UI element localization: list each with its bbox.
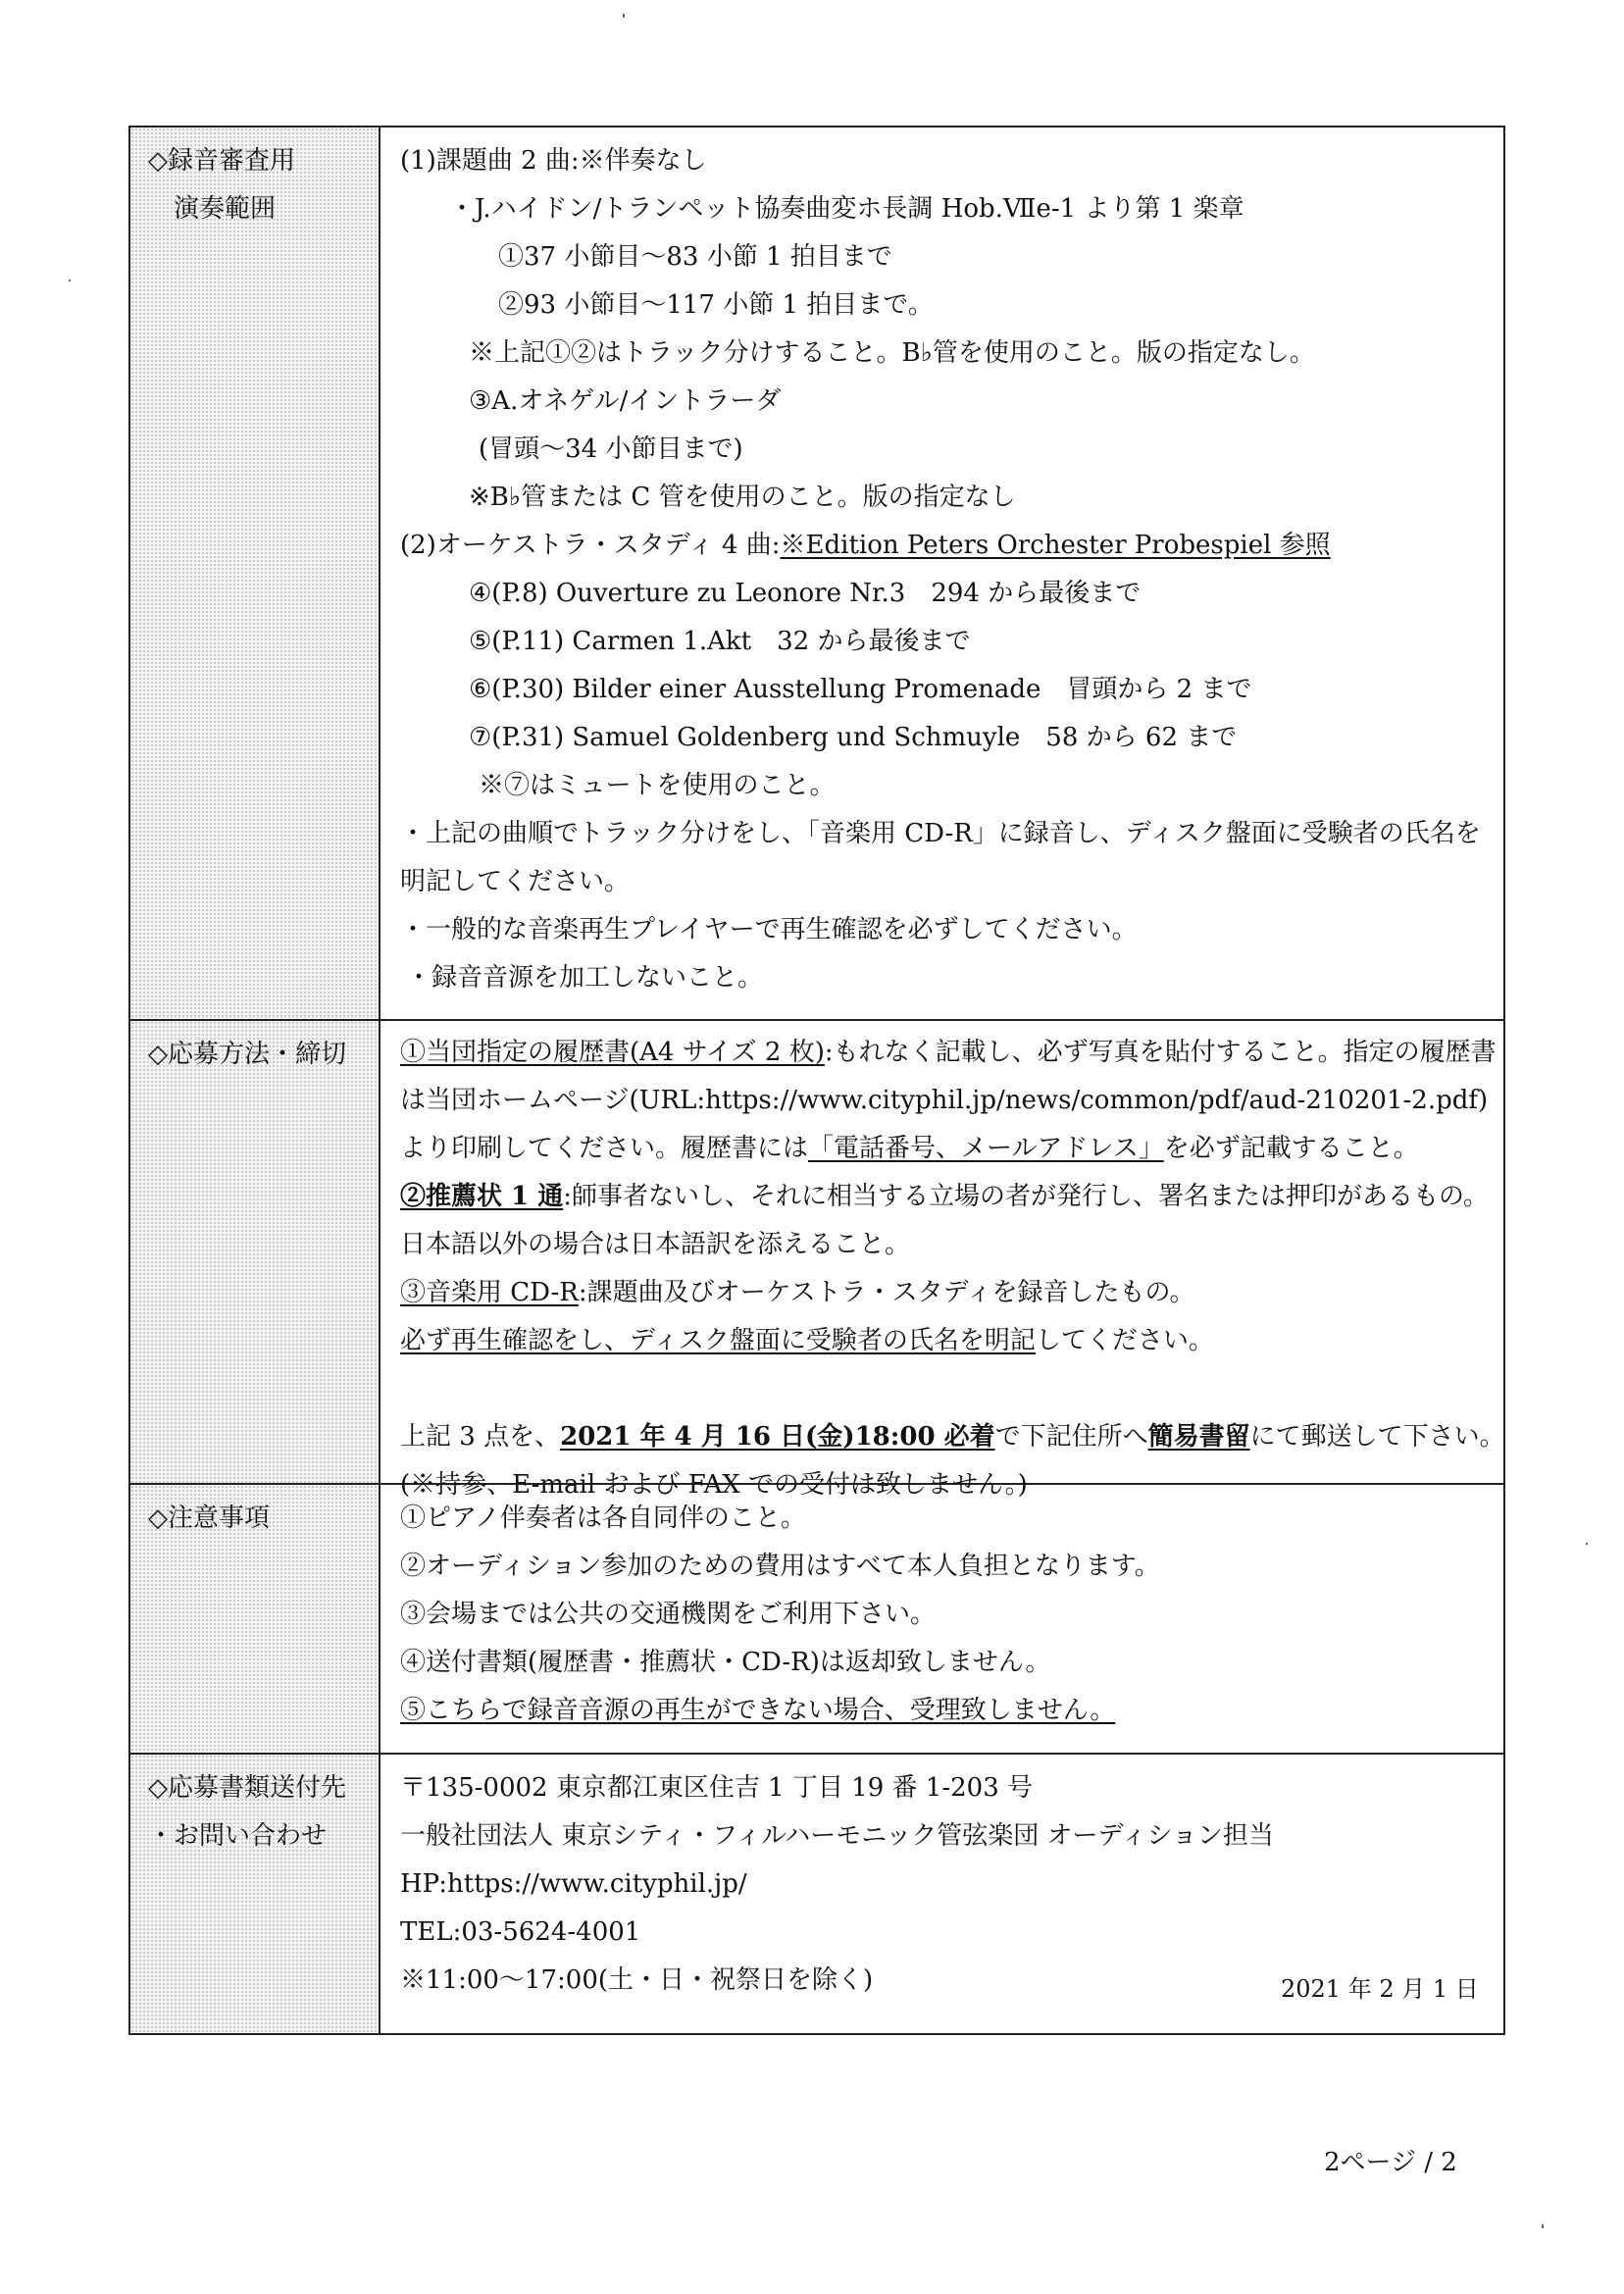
spacer bbox=[400, 1365, 1505, 1413]
scan-speck bbox=[1542, 2224, 1544, 2228]
deadline-text: 上記 3 点を、 bbox=[400, 1422, 561, 1452]
notes-content bbox=[381, 1485, 1503, 1753]
registered-mail: 簡易書留 bbox=[1147, 1422, 1250, 1452]
edition-reference: ※Edition Peters Orchester Probespiel 参照 bbox=[780, 531, 1331, 560]
cdr-text: :課題曲及びオーケストラ・スタディを録音したもの。 bbox=[578, 1278, 1195, 1307]
note-line: ※上記①②はトラック分けすること。B♭管を使用のこと。版の指定なし。 bbox=[469, 338, 1315, 368]
heading-line: ◇録音審査用 bbox=[148, 146, 295, 176]
excerpt-line: ④(P.8) Ouverture zu Leonore Nr.3 294 から最後まで bbox=[469, 579, 1142, 608]
track-instruction: ・上記の曲順でトラック分けをし、「音楽用 CD-R」に録音し、ディスク盤面に受験者の氏名を明記してください。 bbox=[400, 819, 1481, 896]
page-number: 2ページ / 2 bbox=[1324, 2148, 1457, 2177]
notes-heading bbox=[130, 1485, 381, 1753]
issue-date: 2021 年 2 月 1 日 bbox=[1281, 1975, 1479, 2003]
recommendation-paragraph bbox=[400, 1173, 1505, 1269]
note-item: ①ピアノ伴奏者は各自同伴のこと。 bbox=[400, 1504, 806, 1533]
phone-email-note: 「電話番号、メールアドレス」 bbox=[808, 1134, 1164, 1163]
hours-line: ※11:00～17:00(土・日・祝祭日を除く) bbox=[400, 1965, 874, 1995]
audition-info-table bbox=[128, 126, 1505, 2035]
application-row bbox=[130, 1019, 1505, 1500]
deadline-date: 2021 年 4 月 16 日(金)18:00 必着 bbox=[560, 1422, 995, 1452]
note-item: ③会場までは公共の交通機関をご利用下さい。 bbox=[400, 1600, 937, 1629]
range-1-line: ①37 小節目～83 小節 1 拍目まで bbox=[498, 242, 892, 272]
recording-range-row bbox=[130, 127, 1503, 1019]
orchestra-study-line bbox=[400, 522, 1490, 570]
note-item: ④送付書類(履歴書・推薦状・CD-R)は返却致しません。 bbox=[400, 1648, 1051, 1677]
scan-speck bbox=[623, 14, 625, 18]
scan-speck bbox=[69, 280, 71, 281]
cdr-label: ③音楽用 CD-R bbox=[400, 1278, 579, 1307]
honegger-range-line: (冒頭～34 小節目まで) bbox=[479, 434, 743, 464]
address-line: 〒135-0002 東京都江東区住吉 1 丁目 19 番 1-203 号 bbox=[400, 1773, 1034, 1803]
resume-text-end: を必ず記載すること。 bbox=[1163, 1134, 1419, 1163]
no-delivery-note: (※持参、E-mail および FAX での受付は致しません。) bbox=[400, 1470, 1028, 1500]
cdr-check-underlined: 必ず再生確認をし、ディスク盤面に受験者の氏名を明記 bbox=[400, 1326, 1036, 1355]
cdr-check-text: してください。 bbox=[1035, 1326, 1214, 1355]
application-heading bbox=[130, 1021, 381, 1483]
heading-line: ◇応募方法・締切 bbox=[148, 1040, 346, 1069]
notes-row bbox=[130, 1483, 1503, 1753]
contact-heading bbox=[130, 1755, 381, 2033]
heading-line: ・お問い合わせ bbox=[148, 1821, 328, 1851]
application-content bbox=[381, 1021, 1519, 1500]
heading-line: 演奏範囲 bbox=[174, 194, 277, 224]
orchestra-study-label: (2)オーケストラ・スタディ 4 曲: bbox=[400, 531, 781, 560]
heading-line: ◇注意事項 bbox=[148, 1504, 270, 1533]
recording-range-content bbox=[381, 127, 1503, 1019]
recording-range-heading bbox=[130, 127, 381, 1019]
resume-label: ①当団指定の履歴書(A4 サイズ 2 枚) bbox=[400, 1038, 825, 1067]
note-line: ※B♭管または C 管を使用のこと。版の指定なし bbox=[469, 483, 1016, 512]
homepage-line: HP:https://www.cityphil.jp/ bbox=[400, 1869, 747, 1899]
note-item: ②オーディション参加のための費用はすべて本人負担となります。 bbox=[400, 1552, 1160, 1581]
mute-note-line: ※⑦はミュートを使用のこと。 bbox=[479, 771, 836, 800]
note-item-underlined: ⑤こちらで録音音源の再生ができない場合、受理致しません。 bbox=[400, 1696, 1116, 1725]
deadline-paragraph bbox=[400, 1413, 1505, 1461]
deadline-text: にて郵送して下さい。 bbox=[1249, 1422, 1505, 1452]
excerpt-line: ⑦(P.31) Samuel Goldenberg und Schmuyle 58 から 62 まで bbox=[469, 723, 1238, 752]
resume-text: :もれなく記載し、必ず写真を貼付すること。指定の履歴書は当団ホームページ(URL:https://www.cityphil.jp/news/common/pdf/aud-210201-2.pdf)より印刷してください。履歴書には bbox=[400, 1038, 1497, 1163]
recommendation-text: :師事者ないし、それに相当する立場の者が発行し、署名または押印があるもの。日本語以外の場合は日本語訳を添えること。 bbox=[400, 1182, 1489, 1259]
required-pieces-line: (1)課題曲 2 曲:※伴奏なし bbox=[400, 146, 707, 176]
scan-speck bbox=[1586, 1543, 1588, 1545]
cdr-check-paragraph bbox=[400, 1317, 1505, 1365]
haydn-line: ・J.ハイドン/トランペット協奏曲変ホ長調 Hob.Ⅶe-1 より第 1 楽章 bbox=[449, 194, 1244, 224]
heading-line: ◇応募書類送付先 bbox=[148, 1773, 346, 1803]
excerpt-line: ⑤(P.11) Carmen 1.Akt 32 から最後まで bbox=[469, 627, 971, 656]
organization-line: 一般社団法人 東京シティ・フィルハーモニック管弦楽団 オーディション担当 bbox=[400, 1821, 1274, 1851]
resume-paragraph bbox=[400, 1029, 1505, 1173]
phone-line: TEL:03-5624-4001 bbox=[400, 1917, 641, 1947]
no-processing-instruction: ・録音音源を加工しないこと。 bbox=[406, 963, 764, 993]
deadline-text: で下記住所へ bbox=[994, 1422, 1148, 1452]
excerpt-line: ⑥(P.30) Bilder einer Ausstellung Promenade 冒頭から 2 まで bbox=[469, 675, 1252, 704]
recommendation-label: ②推薦状 1 通 bbox=[400, 1182, 564, 1211]
cdr-paragraph bbox=[400, 1269, 1505, 1317]
range-2-line: ②93 小節目～117 小節 1 拍目まで。 bbox=[498, 290, 934, 320]
playback-instruction: ・一般的な音楽再生プレイヤーで再生確認を必ずしてください。 bbox=[400, 915, 1138, 944]
honegger-line: ③A.オネゲル/イントラーダ bbox=[469, 386, 782, 416]
